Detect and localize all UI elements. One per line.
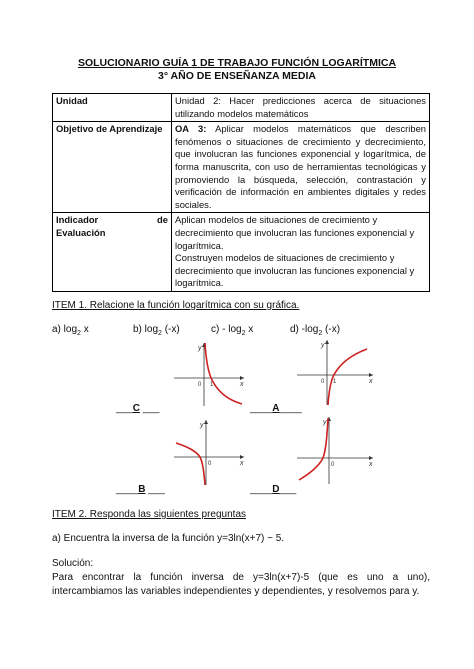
question-a: a) Encuentra la inversa de la función y=3ln(x+7) − 5. <box>52 533 285 544</box>
unidad-label: Unidad <box>53 94 172 122</box>
svg-text:1: 1 <box>333 379 337 385</box>
table-row <box>53 94 430 122</box>
info-table <box>52 93 430 292</box>
graph-1 <box>170 340 248 410</box>
option-c: $c) - \log_2 x$ <box>211 324 254 337</box>
indicador-label-c: Evaluación <box>56 226 106 238</box>
svg-text:x: x <box>240 381 244 388</box>
option-a: a) $\log_2 x$ <box>52 324 89 337</box>
table-row <box>53 213 430 292</box>
indicador-value <box>172 213 430 292</box>
svg-text:0: 0 <box>208 461 212 467</box>
svg-text:1: 1 <box>210 382 214 388</box>
indicador-label <box>53 213 172 292</box>
indicador-label-b: de <box>157 214 168 226</box>
svg-text:x: x <box>369 461 373 468</box>
indicador-value-1: Aplican modelos de situaciones de crecimiento y decrecimiento que involucran las funciones exponencial y logarítmica. <box>175 214 415 251</box>
item2-heading: ITEM 2. Responda las siguientes preguntas <box>52 509 246 520</box>
svg-text:0: 0 <box>321 379 325 385</box>
svg-text:y: y <box>321 342 325 349</box>
svg-text:0: 0 <box>198 382 202 388</box>
answer-graph-4: ____D___ <box>250 484 297 495</box>
objetivo-code: OA 3: <box>175 123 207 135</box>
page-title: SOLUCIONARIO GUÍA 1 DE TRABAJO FUNCIÓN LOGARÍTMICA <box>77 57 397 69</box>
table-row <box>53 122 430 213</box>
indicador-value-2: Construyen modelos de situaciones de crecimiento y decrecimiento que involucran las funciones exponencial y logarítmica. <box>175 252 415 289</box>
svg-text:y: y <box>200 422 204 429</box>
graph-4 <box>295 414 377 486</box>
graph-3 <box>170 417 248 487</box>
item1-heading: ITEM 1. Relacione la función logarítmica con su gráfica. <box>52 300 300 311</box>
objetivo-value: Aplicar modelos matemáticos que describen fenómenos o situaciones de crecimiento y decrecimiento, que involucran las funciones exponencial y logarítmica, de forma manuscrita, con uso de herramientas tecnológicas y promoviendo la búsqueda, selección, contrastación y verificación de información en ambientes digitales y redes sociales. <box>175 123 426 210</box>
objetivo-cell <box>172 122 430 213</box>
unidad-value: Unidad 2: Hacer predicciones acerca de situaciones utilizando modelos matemáticos <box>172 94 430 122</box>
page-subtitle: 3° AÑO DE ENSEÑANZA MEDIA <box>157 70 317 82</box>
solution-text: Para encontrar la función inversa de y=3ln(x+7)-5 (que es uno a uno), intercambiamos las variables independientes y dependientes, y resolvemos para y. <box>52 572 430 597</box>
solution-label: Solución: <box>52 558 94 569</box>
svg-text:y: y <box>323 419 327 426</box>
option-b: b) $\log_2 (-x)$ <box>133 324 180 337</box>
svg-text:x: x <box>369 378 373 385</box>
svg-text:y: y <box>198 345 202 352</box>
indicador-label-a: Indicador <box>56 214 99 226</box>
objetivo-label: Objetivo de Aprendizaje <box>53 122 172 213</box>
svg-text:x: x <box>240 460 244 467</box>
svg-text:0: 0 <box>331 462 335 468</box>
answer-graph-1: ___C ___ <box>116 403 160 414</box>
answer-graph-2: ____A____ <box>250 403 302 414</box>
graph-2 <box>295 337 377 409</box>
answer-graph-3: ____B ___ <box>116 484 165 495</box>
option-d: d) $-\log_2$ (-x) <box>290 324 341 337</box>
